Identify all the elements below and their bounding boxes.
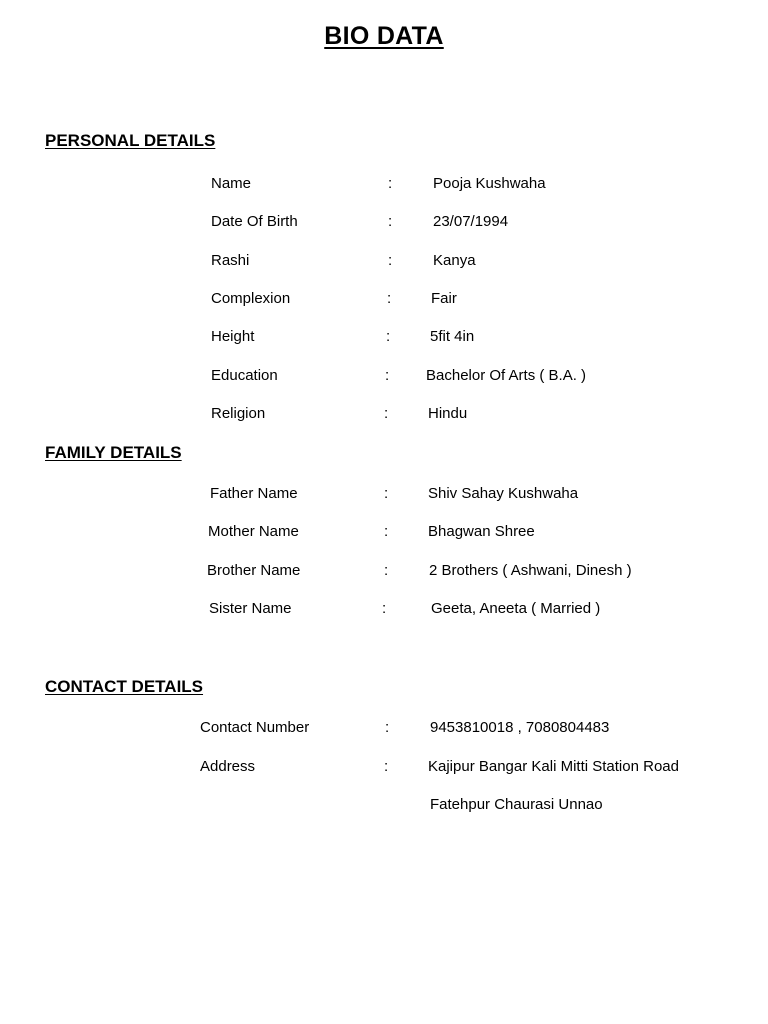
field-label: Father Name <box>210 485 298 502</box>
field-label: Education <box>211 367 278 384</box>
field-colon: : <box>384 562 389 579</box>
field-value: Fatehpur Chaurasi Unnao <box>430 796 603 813</box>
field-value: Bachelor Of Arts ( B.A. ) <box>426 367 587 384</box>
field-value: Shiv Sahay Kushwaha <box>428 485 579 502</box>
field-colon: : <box>385 367 390 384</box>
field-colon: : <box>384 405 389 422</box>
field-label: Contact Number <box>200 719 310 736</box>
field-colon: : <box>384 485 389 502</box>
field-value: Fair <box>431 290 457 307</box>
field-value: Hindu <box>428 405 468 422</box>
field-colon: : <box>382 600 387 617</box>
field-value: 2 Brothers ( Ashwani, Dinesh ) <box>429 562 632 579</box>
field-value: 23/07/1994 <box>433 213 509 230</box>
field-colon: : <box>385 719 390 736</box>
field-label: Religion <box>211 405 266 422</box>
field-colon: : <box>387 290 392 307</box>
field-colon: : <box>386 328 391 345</box>
field-label: Height <box>211 328 255 345</box>
field-colon: : <box>388 213 393 230</box>
page-title: BIO DATA <box>324 22 444 50</box>
field-value: Kajipur Bangar Kali Mitti Station Road <box>428 758 679 775</box>
field-colon: : <box>388 175 393 192</box>
field-label: Name <box>211 175 252 192</box>
family-details-heading: FAMILY DETAILS <box>45 443 182 462</box>
field-label: Mother Name <box>208 523 299 540</box>
field-label: Sister Name <box>209 600 292 617</box>
field-value: 9453810018 , 7080804483 <box>430 719 610 736</box>
field-label: Complexion <box>211 290 291 307</box>
field-value: 5fit 4in <box>430 328 475 345</box>
field-label: Address <box>200 758 256 775</box>
field-value: Geeta, Aneeta ( Married ) <box>431 600 601 617</box>
field-value: Pooja Kushwaha <box>433 175 546 192</box>
field-colon: : <box>384 523 389 540</box>
field-colon: : <box>388 252 393 269</box>
personal-details-heading: PERSONAL DETAILS <box>45 131 216 150</box>
field-value: Kanya <box>433 252 476 269</box>
field-label: Brother Name <box>207 562 301 579</box>
contact-details-heading: CONTACT DETAILS <box>45 677 204 696</box>
field-colon: : <box>384 758 389 775</box>
field-value: Bhagwan Shree <box>428 523 535 540</box>
field-label: Rashi <box>211 252 250 269</box>
field-label: Date Of Birth <box>211 213 298 230</box>
